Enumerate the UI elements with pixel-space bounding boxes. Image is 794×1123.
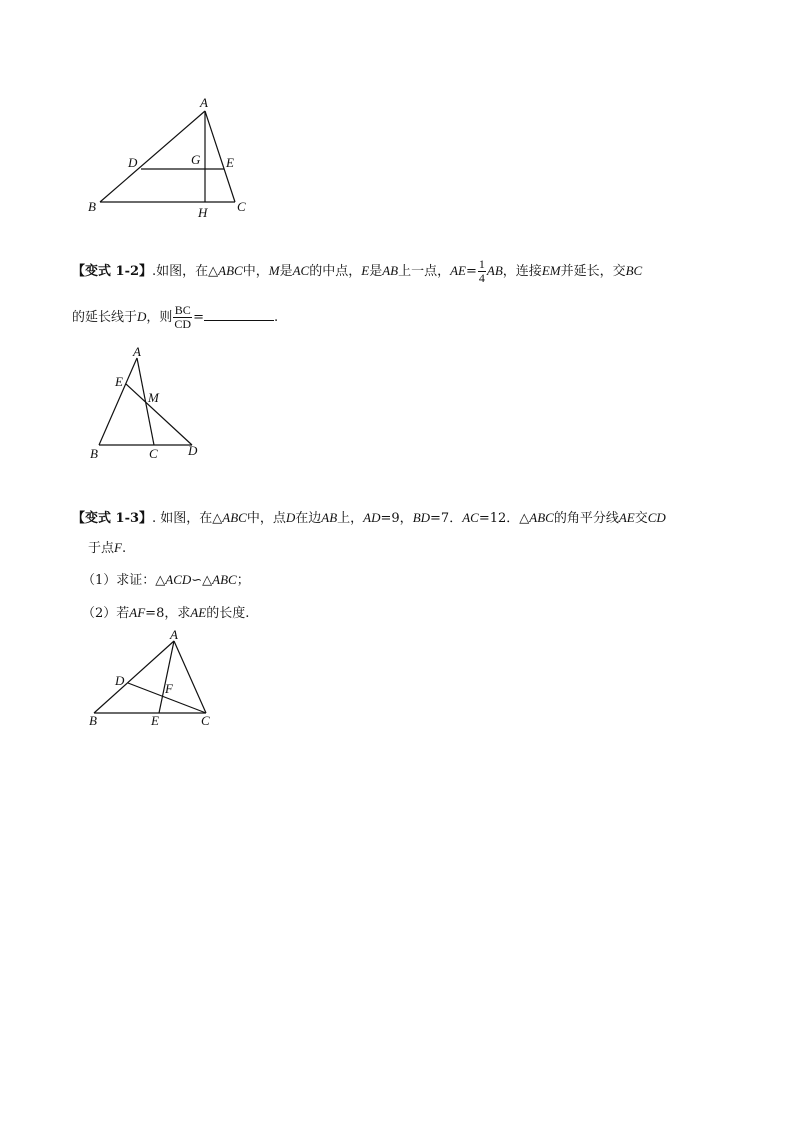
problem-13-line-1: 【变式 1-3】. 如图，在△ABC中，点D在边AB上，AD=9，BD=7．AC=12．△ABC的角平分线AE交CD bbox=[72, 510, 666, 526]
segment-ab bbox=[99, 358, 137, 445]
label-d: D bbox=[188, 443, 198, 458]
problem-13-question-1: （1）求证：△ACD∽△ABC； bbox=[82, 572, 250, 588]
label-d: D bbox=[128, 155, 138, 170]
label-c: C bbox=[237, 199, 246, 214]
label-e: E bbox=[226, 155, 234, 170]
label-c: C bbox=[149, 446, 158, 461]
answer-blank[interactable] bbox=[204, 308, 274, 321]
label-a: A bbox=[170, 627, 178, 642]
figure-3-triangle-abc bbox=[80, 625, 230, 735]
segment-ab bbox=[100, 111, 205, 202]
problem-12-line-1: 【变式 1-2】.如图，在△ABC中，M是AC的中点，E是AB上一点，AE= $\frac{1}{4}$ AB，连接EM并延长，交BC bbox=[72, 257, 643, 285]
problem-13-question-2: （2）若AF=8，求AE的长度. bbox=[82, 605, 250, 621]
label-d: D bbox=[115, 673, 125, 688]
label-c: C bbox=[201, 713, 210, 728]
fraction-one-quarter: $\frac{1}{4}$ bbox=[478, 257, 485, 285]
label-e: E bbox=[151, 713, 159, 728]
problem-13-line-2: 于点F. bbox=[88, 540, 127, 556]
fraction-bc-cd: $\frac{BC}{CD}$ bbox=[174, 303, 192, 331]
figure-1-triangle-abc bbox=[80, 90, 280, 225]
label-g: G bbox=[191, 152, 201, 167]
problem-12-line-2: 的延长线于D，则 $\frac{BC}{CD}$ = . bbox=[72, 303, 279, 331]
label-a: A bbox=[133, 344, 141, 359]
label-m: M bbox=[148, 390, 159, 405]
problem-tag: 【变式 1-2】 bbox=[72, 264, 153, 279]
segment-ed bbox=[126, 384, 192, 445]
label-e: E bbox=[115, 374, 123, 389]
label-b: B bbox=[88, 199, 96, 214]
label-b: B bbox=[89, 713, 97, 728]
problem-tag: 【变式 1-3】 bbox=[72, 511, 153, 526]
label-h: H bbox=[198, 205, 208, 220]
label-b: B bbox=[90, 446, 98, 461]
segment-ab bbox=[94, 641, 174, 713]
label-f: F bbox=[165, 681, 173, 696]
figure-2-triangle-abc bbox=[80, 340, 220, 465]
label-a: A bbox=[200, 95, 208, 110]
